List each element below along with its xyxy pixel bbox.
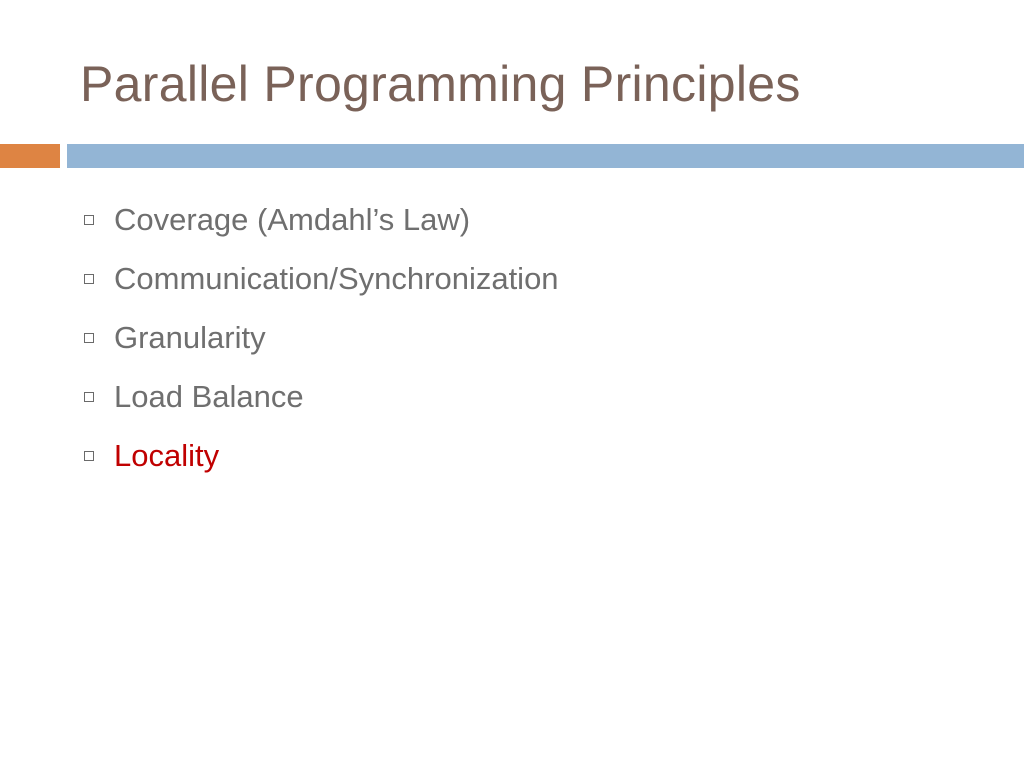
- bullet-list: [80, 190, 559, 485]
- bullet-item-granularity: [80, 308, 559, 367]
- bullet-item-communication: [80, 249, 559, 308]
- accent-bar-orange: [0, 144, 60, 168]
- slide-title: Parallel Programming Principles: [80, 56, 801, 112]
- bullet-item-coverage: [80, 190, 559, 249]
- bullet-text: Granularity: [114, 319, 266, 355]
- hollow-square-icon: [84, 274, 94, 284]
- hollow-square-icon: [84, 451, 94, 461]
- hollow-square-icon: [84, 333, 94, 343]
- bullet-item-load-balance: [80, 367, 559, 426]
- bullet-text-highlighted: Locality: [114, 437, 220, 473]
- bullet-text: Communication/Synchronization: [114, 260, 559, 296]
- bullet-text: Coverage (Amdahl’s Law): [114, 201, 471, 237]
- accent-bar-blue: [67, 144, 1024, 168]
- bullet-text: Load Balance: [114, 378, 304, 414]
- hollow-square-icon: [84, 215, 94, 225]
- bullet-item-locality: [80, 426, 559, 485]
- hollow-square-icon: [84, 392, 94, 402]
